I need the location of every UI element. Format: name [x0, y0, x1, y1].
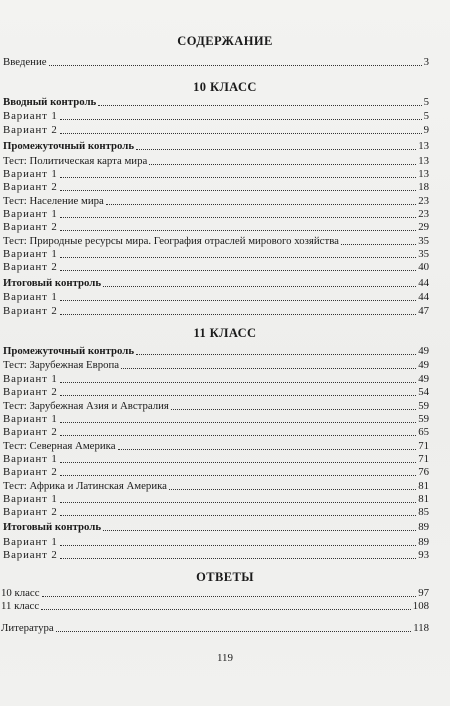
entry-page: 9	[423, 124, 429, 136]
toc-entry	[3, 480, 429, 493]
dot-leader	[60, 435, 417, 436]
entry-label: 10 класс	[1, 587, 40, 599]
entry-page: 3	[423, 56, 429, 68]
toc-entry	[3, 181, 429, 194]
page-number: 119	[216, 652, 234, 664]
dot-leader	[60, 382, 417, 383]
entry-page: 49	[418, 373, 429, 385]
entry-page: 71	[418, 440, 429, 452]
toc-entry	[3, 208, 429, 221]
dot-leader	[60, 502, 417, 503]
toc-entry	[3, 291, 429, 304]
dot-leader	[136, 354, 416, 355]
entry-label: Тест: Северная Америка	[3, 440, 116, 452]
dot-leader	[60, 270, 417, 271]
toc-entry	[3, 400, 429, 413]
section-heading-10-class: 10 КЛАСС	[193, 80, 257, 94]
entry-page: 13	[418, 140, 429, 152]
entry-page: 23	[418, 195, 429, 207]
entry-page: 97	[418, 587, 429, 599]
toc-entry	[3, 536, 429, 549]
dot-leader	[60, 257, 417, 258]
entry-page: 35	[418, 235, 429, 247]
dot-leader	[103, 286, 416, 287]
entry-label: Вводный контроль	[3, 96, 97, 108]
dot-leader	[49, 65, 422, 66]
toc-title: СОДЕРЖАНИЕ	[177, 34, 273, 48]
toc-entry	[3, 413, 429, 426]
dot-leader	[60, 230, 417, 231]
toc-entry	[3, 440, 429, 453]
entry-page: 59	[418, 400, 429, 412]
dot-leader	[56, 631, 412, 632]
entry-label: Тест: Зарубежная Азия и Австралия	[3, 400, 169, 412]
toc-entry	[3, 466, 429, 479]
entry-page: 23	[418, 208, 429, 220]
dot-leader	[60, 119, 422, 120]
entry-page: 49	[418, 345, 429, 357]
entry-page: 59	[418, 413, 429, 425]
toc-entry	[3, 506, 429, 519]
entry-page: 89	[418, 521, 429, 533]
entry-page: 47	[418, 305, 429, 317]
entry-page: 76	[418, 466, 429, 478]
dot-leader	[60, 190, 417, 191]
dot-leader	[60, 314, 417, 315]
dot-leader	[60, 177, 417, 178]
toc-entry	[3, 549, 429, 562]
toc-entry	[3, 168, 429, 181]
toc-entry	[3, 521, 429, 534]
dot-leader	[60, 515, 417, 516]
toc-entry	[3, 345, 429, 358]
entry-page: 54	[418, 386, 429, 398]
entry-label: 11 класс	[1, 600, 40, 612]
entry-label: Промежуточный контроль	[3, 345, 135, 357]
entry-label: Вариант 2	[3, 124, 58, 136]
entry-page: 93	[418, 549, 429, 561]
dot-leader	[60, 475, 417, 476]
dot-leader	[60, 422, 417, 423]
toc-entry	[3, 140, 429, 153]
entry-label: Тест: Природные ресурсы мира. География отраслей мирового хозяйства	[3, 235, 339, 247]
entry-page: 89	[418, 536, 429, 548]
dot-leader	[60, 217, 417, 218]
toc-entry	[3, 195, 429, 208]
toc-entry	[3, 359, 429, 372]
dot-leader	[60, 462, 417, 463]
entry-page: 49	[418, 359, 429, 371]
toc-entry-intro	[3, 56, 429, 69]
toc-entry	[3, 110, 429, 123]
dot-leader	[103, 530, 416, 531]
entry-label: Вариант 1	[3, 168, 58, 180]
toc-entry	[3, 426, 429, 439]
entry-page: 44	[418, 291, 429, 303]
dot-leader	[60, 395, 417, 396]
entry-page: 85	[418, 506, 429, 518]
entry-label: Вариант 2	[3, 386, 58, 398]
dot-leader	[60, 545, 417, 546]
dot-leader	[60, 300, 417, 301]
toc-entry	[3, 124, 429, 137]
toc-entry	[3, 96, 429, 109]
toc-entry	[3, 221, 429, 234]
entry-label: Тест: Африка и Латинская Америка	[3, 480, 167, 492]
toc-entry	[1, 587, 429, 600]
entry-page: 29	[418, 221, 429, 233]
entry-label: Вариант 1	[3, 248, 58, 260]
entry-label: Вариант 1	[3, 453, 58, 465]
entry-label: Вариант 1	[3, 291, 58, 303]
entry-page: 5	[423, 110, 429, 122]
toc-entry	[3, 305, 429, 318]
toc-entry	[3, 155, 429, 168]
entry-page: 65	[418, 426, 429, 438]
toc-entry	[3, 453, 429, 466]
toc-entry	[3, 277, 429, 290]
entry-label: Вариант 2	[3, 221, 58, 233]
dot-leader	[60, 133, 422, 134]
entry-label: Промежуточный контроль	[3, 140, 135, 152]
entry-label: Вариант 2	[3, 549, 58, 561]
entry-label: Литература	[1, 622, 54, 634]
entry-label: Вариант 2	[3, 261, 58, 273]
entry-label: Вариант 1	[3, 536, 58, 548]
entry-label: Вариант 1	[3, 208, 58, 220]
entry-page: 40	[418, 261, 429, 273]
entry-page: 118	[413, 622, 429, 634]
entry-page: 71	[418, 453, 429, 465]
toc-entry	[3, 261, 429, 274]
entry-label: Введение	[3, 56, 47, 68]
dot-leader	[149, 164, 416, 165]
dot-leader	[341, 244, 416, 245]
dot-leader	[118, 449, 417, 450]
section-heading-11-class: 11 КЛАСС	[193, 326, 257, 340]
entry-page: 13	[418, 168, 429, 180]
entry-label: Вариант 1	[3, 110, 58, 122]
entry-label: Вариант 2	[3, 506, 58, 518]
toc-entry	[3, 386, 429, 399]
entry-label: Вариант 2	[3, 466, 58, 478]
dot-leader	[42, 596, 417, 597]
entry-page: 108	[412, 600, 429, 612]
entry-page: 35	[418, 248, 429, 260]
dot-leader	[41, 609, 411, 610]
entry-label: Вариант 2	[3, 305, 58, 317]
dot-leader	[60, 558, 417, 559]
entry-label: Тест: Население мира	[3, 195, 104, 207]
dot-leader	[98, 105, 421, 106]
dot-leader	[136, 149, 416, 150]
entry-page: 81	[418, 493, 429, 505]
dot-leader	[106, 204, 416, 205]
toc-entry-literature	[1, 622, 429, 635]
dot-leader	[171, 409, 416, 410]
toc-entry	[3, 493, 429, 506]
entry-label: Тест: Политическая карта мира	[3, 155, 148, 167]
entry-page: 18	[418, 181, 429, 193]
entry-label: Итоговый контроль	[3, 277, 102, 289]
entry-label: Вариант 2	[3, 181, 58, 193]
entry-page: 44	[418, 277, 429, 289]
entry-page: 81	[418, 480, 429, 492]
toc-entry	[3, 248, 429, 261]
toc-entry	[1, 600, 429, 613]
dot-leader	[169, 489, 416, 490]
entry-page: 13	[418, 155, 429, 167]
entry-label: Вариант 1	[3, 373, 58, 385]
entry-label: Вариант 1	[3, 493, 58, 505]
entry-label: Тест: Зарубежная Европа	[3, 359, 120, 371]
toc-entry	[3, 235, 429, 248]
entry-label: Вариант 2	[3, 426, 58, 438]
entry-label: Вариант 1	[3, 413, 58, 425]
entry-label: Итоговый контроль	[3, 521, 102, 533]
dot-leader	[121, 368, 416, 369]
entry-page: 5	[423, 96, 429, 108]
toc-entry	[3, 373, 429, 386]
section-heading-answers: ОТВЕТЫ	[196, 570, 254, 584]
